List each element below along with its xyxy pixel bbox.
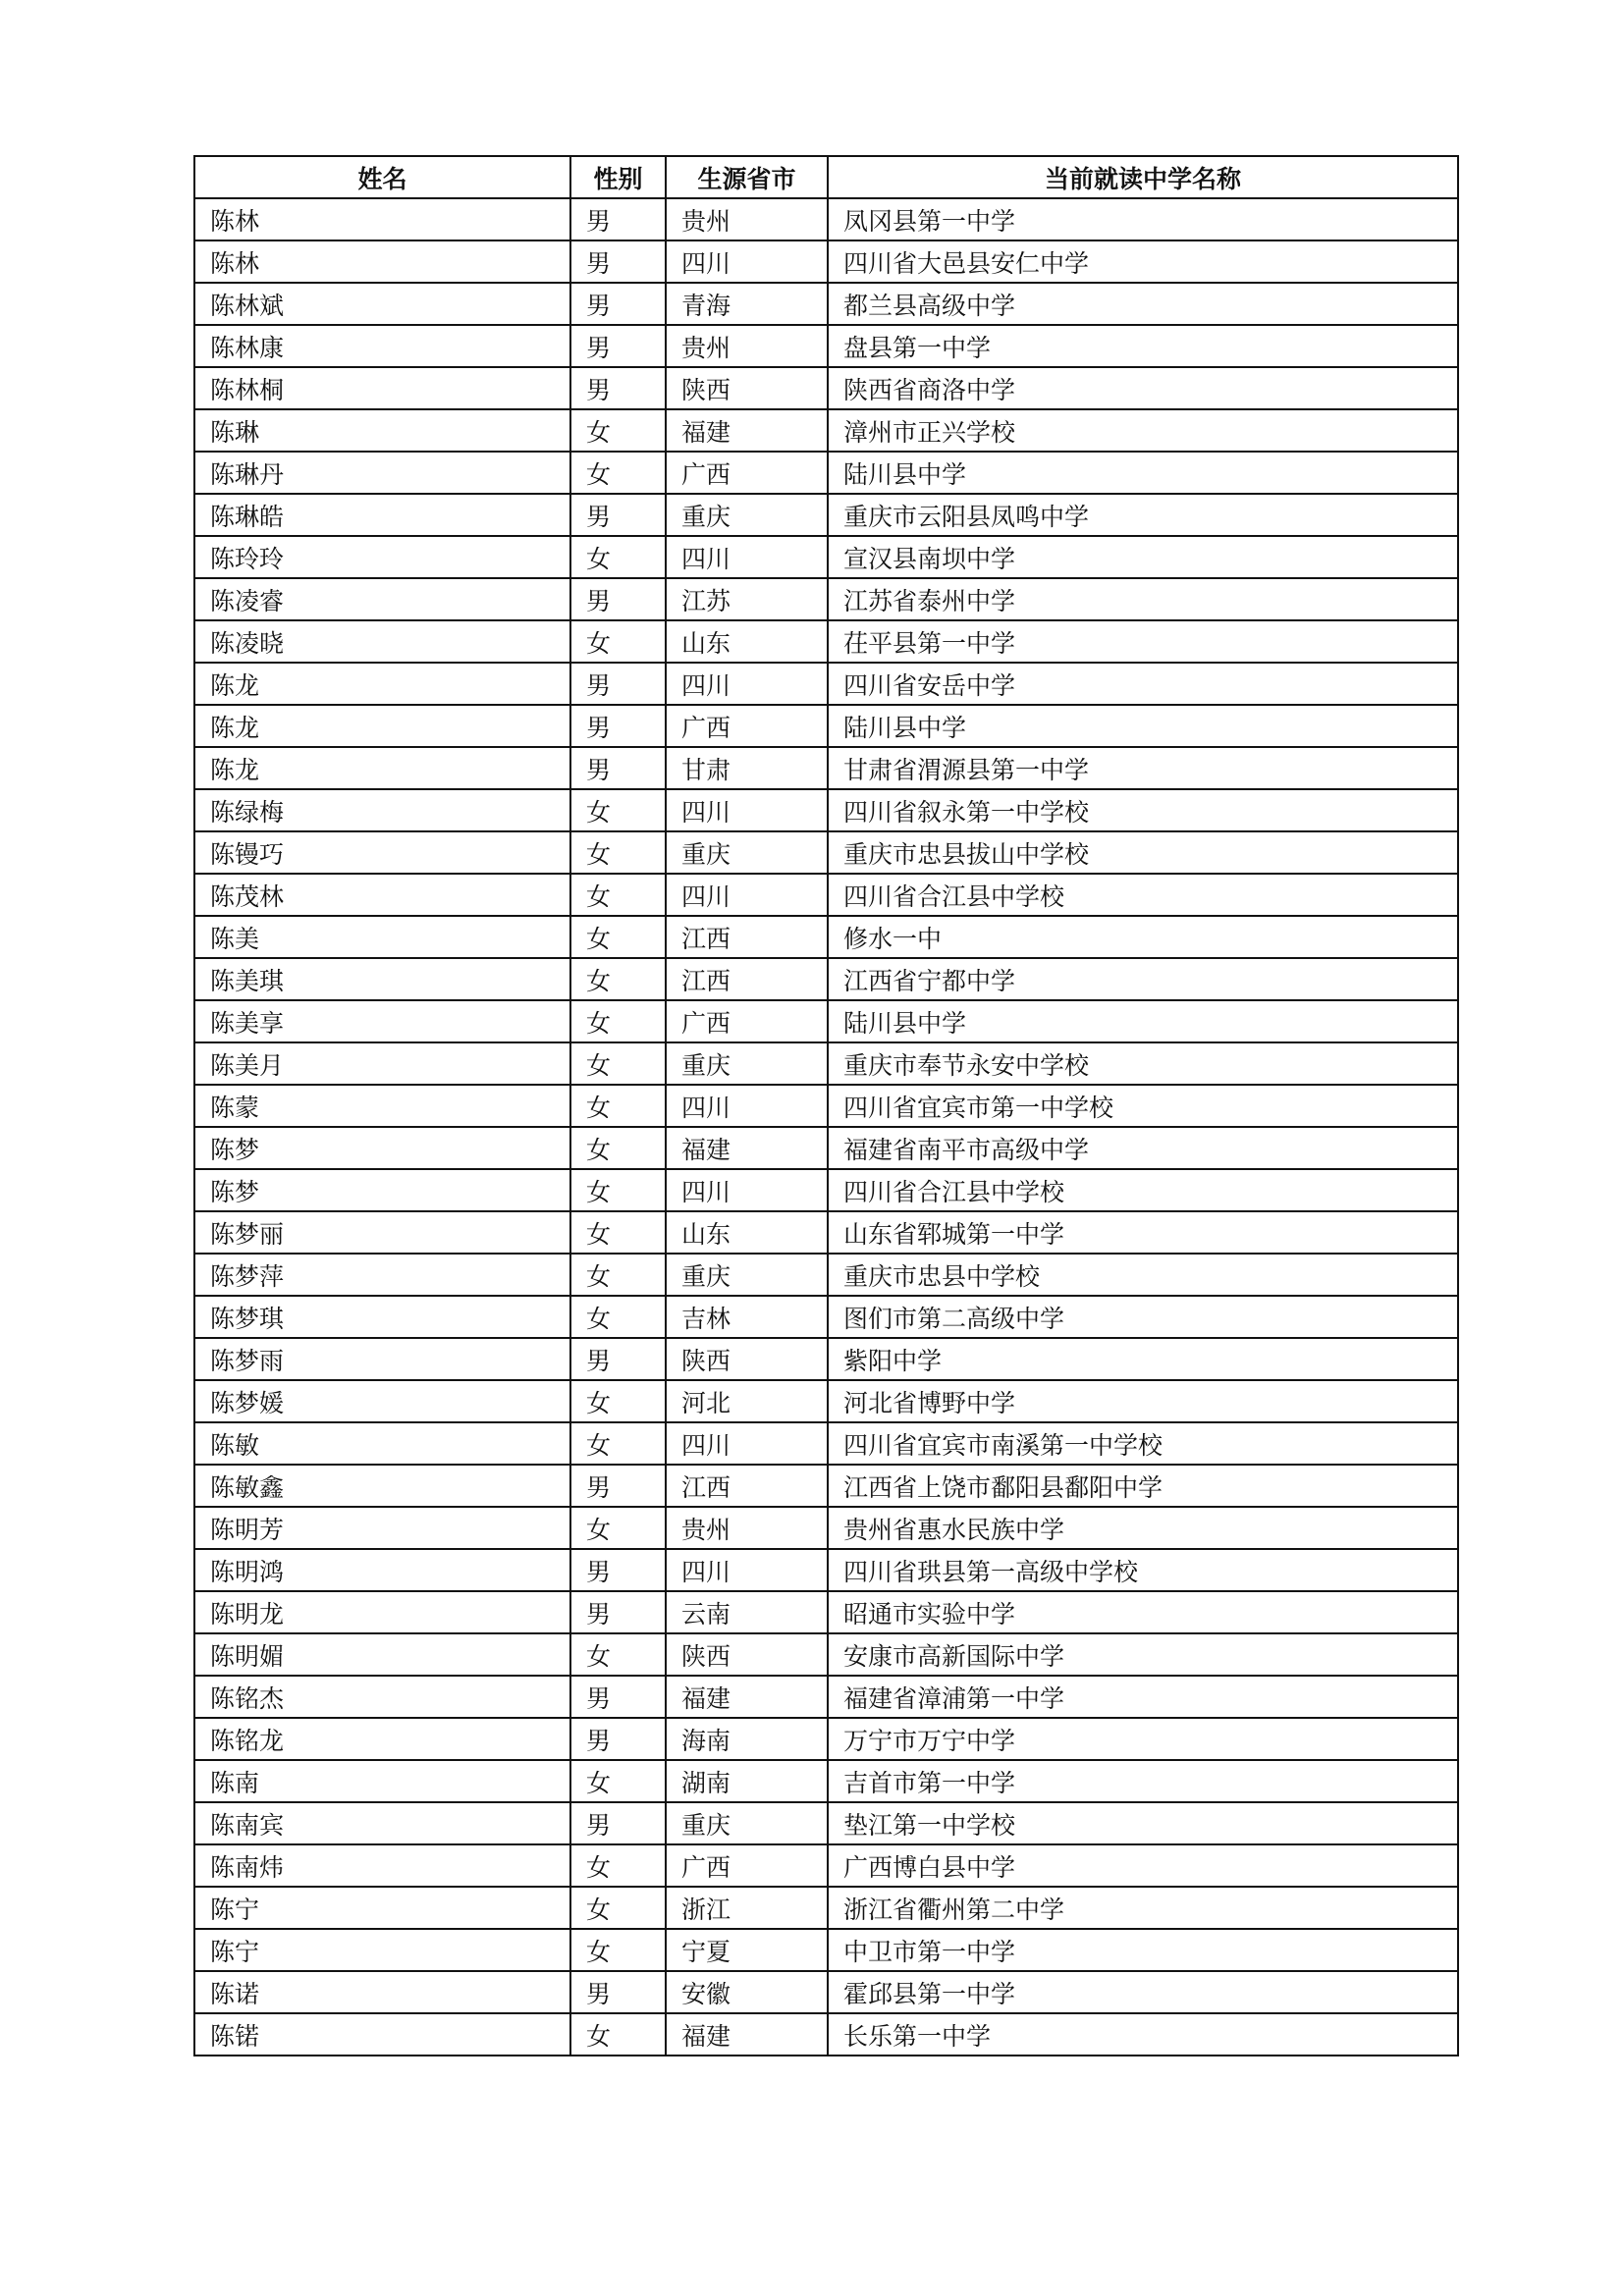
cell-province: 广西: [666, 705, 828, 747]
cell-name: 陈梦: [194, 1127, 570, 1169]
cell-gender: 女: [570, 1169, 666, 1211]
cell-gender: 女: [570, 1127, 666, 1169]
cell-school: 重庆市云阳县凤鸣中学: [828, 494, 1458, 536]
cell-name: 陈龙: [194, 747, 570, 789]
table-row: [194, 1887, 1458, 1929]
cell-gender: 女: [570, 1844, 666, 1887]
cell-gender: 女: [570, 916, 666, 958]
cell-school: 江西省上饶市鄱阳县鄱阳中学: [828, 1465, 1458, 1507]
cell-school: 甘肃省渭源县第一中学: [828, 747, 1458, 789]
cell-province: 云南: [666, 1591, 828, 1633]
cell-gender: 女: [570, 789, 666, 831]
table-row: [194, 409, 1458, 452]
cell-gender: 男: [570, 367, 666, 409]
cell-school: 福建省漳浦第一中学: [828, 1676, 1458, 1718]
cell-province: 山东: [666, 620, 828, 663]
cell-school: 中卫市第一中学: [828, 1929, 1458, 1971]
cell-name: 陈锘: [194, 2013, 570, 2056]
cell-province: 四川: [666, 789, 828, 831]
cell-province: 四川: [666, 1422, 828, 1465]
cell-school: 江西省宁都中学: [828, 958, 1458, 1000]
cell-name: 陈梦丽: [194, 1211, 570, 1254]
cell-province: 江西: [666, 1465, 828, 1507]
cell-name: 陈明龙: [194, 1591, 570, 1633]
cell-name: 陈林康: [194, 325, 570, 367]
cell-gender: 女: [570, 1760, 666, 1802]
table-row: [194, 1633, 1458, 1676]
cell-name: 陈玲玲: [194, 536, 570, 578]
cell-gender: 女: [570, 1211, 666, 1254]
cell-gender: 男: [570, 325, 666, 367]
cell-province: 广西: [666, 452, 828, 494]
cell-province: 浙江: [666, 1887, 828, 1929]
cell-school: 茌平县第一中学: [828, 620, 1458, 663]
cell-gender: 男: [570, 1971, 666, 2013]
cell-province: 江西: [666, 916, 828, 958]
table-row: [194, 789, 1458, 831]
cell-name: 陈敏: [194, 1422, 570, 1465]
cell-province: 海南: [666, 1718, 828, 1760]
cell-gender: 女: [570, 1042, 666, 1085]
cell-school: 四川省宜宾市南溪第一中学校: [828, 1422, 1458, 1465]
cell-province: 重庆: [666, 494, 828, 536]
table-row: [194, 2013, 1458, 2056]
cell-gender: 女: [570, 1887, 666, 1929]
cell-school: 江苏省泰州中学: [828, 578, 1458, 620]
cell-province: 陕西: [666, 1633, 828, 1676]
cell-school: 漳州市正兴学校: [828, 409, 1458, 452]
header-name: 姓名: [194, 156, 570, 198]
cell-school: 四川省安岳中学: [828, 663, 1458, 705]
cell-gender: 女: [570, 2013, 666, 2056]
cell-school: 陆川县中学: [828, 1000, 1458, 1042]
cell-province: 重庆: [666, 831, 828, 874]
table-row: [194, 240, 1458, 283]
cell-gender: 女: [570, 1929, 666, 1971]
table-row: [194, 831, 1458, 874]
cell-school: 河北省博野中学: [828, 1380, 1458, 1422]
cell-name: 陈梦琪: [194, 1296, 570, 1338]
table-row: [194, 1254, 1458, 1296]
cell-gender: 女: [570, 1254, 666, 1296]
student-table: [193, 155, 1459, 2056]
cell-school: 四川省宜宾市第一中学校: [828, 1085, 1458, 1127]
cell-province: 湖南: [666, 1760, 828, 1802]
cell-name: 陈梦萍: [194, 1254, 570, 1296]
table-row: [194, 916, 1458, 958]
cell-gender: 女: [570, 620, 666, 663]
cell-school: 安康市高新国际中学: [828, 1633, 1458, 1676]
cell-school: 四川省合江县中学校: [828, 1169, 1458, 1211]
cell-province: 广西: [666, 1844, 828, 1887]
cell-gender: 男: [570, 1718, 666, 1760]
cell-name: 陈镘巧: [194, 831, 570, 874]
cell-name: 陈明芳: [194, 1507, 570, 1549]
cell-province: 重庆: [666, 1254, 828, 1296]
cell-school: 霍邱县第一中学: [828, 1971, 1458, 2013]
cell-province: 陕西: [666, 1338, 828, 1380]
cell-province: 四川: [666, 1169, 828, 1211]
cell-school: 重庆市忠县拔山中学校: [828, 831, 1458, 874]
cell-school: 重庆市忠县中学校: [828, 1254, 1458, 1296]
cell-gender: 男: [570, 705, 666, 747]
cell-name: 陈南宾: [194, 1802, 570, 1844]
header-province: 生源省市: [666, 156, 828, 198]
cell-province: 贵州: [666, 198, 828, 240]
table-row: [194, 663, 1458, 705]
table-row: [194, 1380, 1458, 1422]
cell-name: 陈美享: [194, 1000, 570, 1042]
table-row: [194, 494, 1458, 536]
cell-province: 重庆: [666, 1042, 828, 1085]
table-row: [194, 367, 1458, 409]
cell-gender: 男: [570, 283, 666, 325]
cell-name: 陈龙: [194, 663, 570, 705]
cell-school: 宣汉县南坝中学: [828, 536, 1458, 578]
cell-school: 陆川县中学: [828, 705, 1458, 747]
cell-school: 广西博白县中学: [828, 1844, 1458, 1887]
table-row: [194, 747, 1458, 789]
table-row: [194, 874, 1458, 916]
table-row: [194, 1929, 1458, 1971]
cell-school: 万宁市万宁中学: [828, 1718, 1458, 1760]
header-school: 当前就读中学名称: [828, 156, 1458, 198]
cell-name: 陈林: [194, 198, 570, 240]
cell-school: 陆川县中学: [828, 452, 1458, 494]
table-row: [194, 1676, 1458, 1718]
cell-name: 陈梦媛: [194, 1380, 570, 1422]
cell-province: 广西: [666, 1000, 828, 1042]
cell-province: 山东: [666, 1211, 828, 1254]
cell-province: 福建: [666, 1676, 828, 1718]
cell-province: 四川: [666, 1085, 828, 1127]
cell-name: 陈林: [194, 240, 570, 283]
cell-province: 福建: [666, 2013, 828, 2056]
cell-gender: 女: [570, 1380, 666, 1422]
cell-gender: 女: [570, 958, 666, 1000]
cell-name: 陈凌睿: [194, 578, 570, 620]
table-row: [194, 1127, 1458, 1169]
cell-name: 陈宁: [194, 1887, 570, 1929]
cell-name: 陈美月: [194, 1042, 570, 1085]
table-row: [194, 1211, 1458, 1254]
cell-province: 贵州: [666, 1507, 828, 1549]
cell-name: 陈明媚: [194, 1633, 570, 1676]
cell-name: 陈绿梅: [194, 789, 570, 831]
cell-school: 垫江第一中学校: [828, 1802, 1458, 1844]
cell-province: 四川: [666, 240, 828, 283]
cell-gender: 男: [570, 578, 666, 620]
cell-name: 陈龙: [194, 705, 570, 747]
cell-gender: 女: [570, 452, 666, 494]
cell-name: 陈林桐: [194, 367, 570, 409]
table-row: [194, 283, 1458, 325]
cell-gender: 男: [570, 1338, 666, 1380]
table-body: [194, 198, 1458, 2056]
cell-gender: 女: [570, 1633, 666, 1676]
cell-province: 河北: [666, 1380, 828, 1422]
table-header-row: [194, 156, 1458, 198]
table-row: [194, 1802, 1458, 1844]
cell-school: 长乐第一中学: [828, 2013, 1458, 2056]
table-row: [194, 1844, 1458, 1887]
table-row: [194, 1422, 1458, 1465]
cell-province: 重庆: [666, 1802, 828, 1844]
cell-gender: 男: [570, 747, 666, 789]
table-row: [194, 620, 1458, 663]
cell-school: 福建省南平市高级中学: [828, 1127, 1458, 1169]
cell-school: 紫阳中学: [828, 1338, 1458, 1380]
cell-school: 凤冈县第一中学: [828, 198, 1458, 240]
cell-school: 修水一中: [828, 916, 1458, 958]
cell-name: 陈美: [194, 916, 570, 958]
cell-gender: 男: [570, 1802, 666, 1844]
table-row: [194, 1465, 1458, 1507]
cell-province: 青海: [666, 283, 828, 325]
cell-name: 陈南: [194, 1760, 570, 1802]
cell-school: 都兰县高级中学: [828, 283, 1458, 325]
cell-gender: 男: [570, 1591, 666, 1633]
cell-school: 盘县第一中学: [828, 325, 1458, 367]
cell-province: 吉林: [666, 1296, 828, 1338]
cell-name: 陈梦雨: [194, 1338, 570, 1380]
cell-gender: 女: [570, 1296, 666, 1338]
table-row: [194, 1507, 1458, 1549]
cell-school: 四川省珙县第一高级中学校: [828, 1549, 1458, 1591]
cell-name: 陈琳皓: [194, 494, 570, 536]
cell-name: 陈诺: [194, 1971, 570, 2013]
cell-school: 重庆市奉节永安中学校: [828, 1042, 1458, 1085]
cell-name: 陈蒙: [194, 1085, 570, 1127]
cell-province: 四川: [666, 1549, 828, 1591]
table-row: [194, 1000, 1458, 1042]
table-row: [194, 1718, 1458, 1760]
cell-gender: 男: [570, 663, 666, 705]
cell-gender: 女: [570, 1085, 666, 1127]
table-row: [194, 198, 1458, 240]
table-row: [194, 958, 1458, 1000]
cell-province: 贵州: [666, 325, 828, 367]
table-row: [194, 1971, 1458, 2013]
cell-school: 浙江省衢州第二中学: [828, 1887, 1458, 1929]
cell-gender: 男: [570, 1676, 666, 1718]
cell-school: 陕西省商洛中学: [828, 367, 1458, 409]
table-row: [194, 1085, 1458, 1127]
cell-school: 图们市第二高级中学: [828, 1296, 1458, 1338]
cell-gender: 女: [570, 831, 666, 874]
cell-name: 陈宁: [194, 1929, 570, 1971]
cell-gender: 女: [570, 874, 666, 916]
cell-province: 四川: [666, 536, 828, 578]
cell-name: 陈茂林: [194, 874, 570, 916]
table-row: [194, 1296, 1458, 1338]
cell-gender: 女: [570, 536, 666, 578]
cell-province: 安徽: [666, 1971, 828, 2013]
cell-province: 四川: [666, 874, 828, 916]
cell-gender: 男: [570, 494, 666, 536]
cell-school: 吉首市第一中学: [828, 1760, 1458, 1802]
cell-school: 四川省合江县中学校: [828, 874, 1458, 916]
cell-gender: 女: [570, 1507, 666, 1549]
cell-gender: 男: [570, 1549, 666, 1591]
cell-name: 陈琳丹: [194, 452, 570, 494]
table-row: [194, 1338, 1458, 1380]
table-row: [194, 325, 1458, 367]
cell-school: 山东省郓城第一中学: [828, 1211, 1458, 1254]
table-row: [194, 536, 1458, 578]
cell-province: 福建: [666, 409, 828, 452]
cell-name: 陈铭杰: [194, 1676, 570, 1718]
cell-gender: 女: [570, 409, 666, 452]
table-row: [194, 1549, 1458, 1591]
cell-school: 四川省叙永第一中学校: [828, 789, 1458, 831]
cell-name: 陈琳: [194, 409, 570, 452]
table-row: [194, 1042, 1458, 1085]
cell-province: 四川: [666, 663, 828, 705]
table-row: [194, 1760, 1458, 1802]
cell-name: 陈凌晓: [194, 620, 570, 663]
header-gender: 性别: [570, 156, 666, 198]
cell-gender: 男: [570, 198, 666, 240]
cell-name: 陈南炜: [194, 1844, 570, 1887]
cell-province: 甘肃: [666, 747, 828, 789]
cell-province: 江西: [666, 958, 828, 1000]
cell-name: 陈林斌: [194, 283, 570, 325]
cell-province: 福建: [666, 1127, 828, 1169]
cell-name: 陈明鸿: [194, 1549, 570, 1591]
table-row: [194, 1591, 1458, 1633]
table-row: [194, 1169, 1458, 1211]
cell-province: 宁夏: [666, 1929, 828, 1971]
cell-name: 陈铭龙: [194, 1718, 570, 1760]
cell-province: 陕西: [666, 367, 828, 409]
cell-gender: 男: [570, 1465, 666, 1507]
cell-gender: 男: [570, 240, 666, 283]
table-row: [194, 452, 1458, 494]
cell-name: 陈梦: [194, 1169, 570, 1211]
cell-school: 昭通市实验中学: [828, 1591, 1458, 1633]
table-row: [194, 578, 1458, 620]
cell-gender: 女: [570, 1000, 666, 1042]
cell-school: 四川省大邑县安仁中学: [828, 240, 1458, 283]
cell-name: 陈美琪: [194, 958, 570, 1000]
cell-gender: 女: [570, 1422, 666, 1465]
table-row: [194, 705, 1458, 747]
cell-name: 陈敏鑫: [194, 1465, 570, 1507]
cell-province: 江苏: [666, 578, 828, 620]
cell-school: 贵州省惠水民族中学: [828, 1507, 1458, 1549]
